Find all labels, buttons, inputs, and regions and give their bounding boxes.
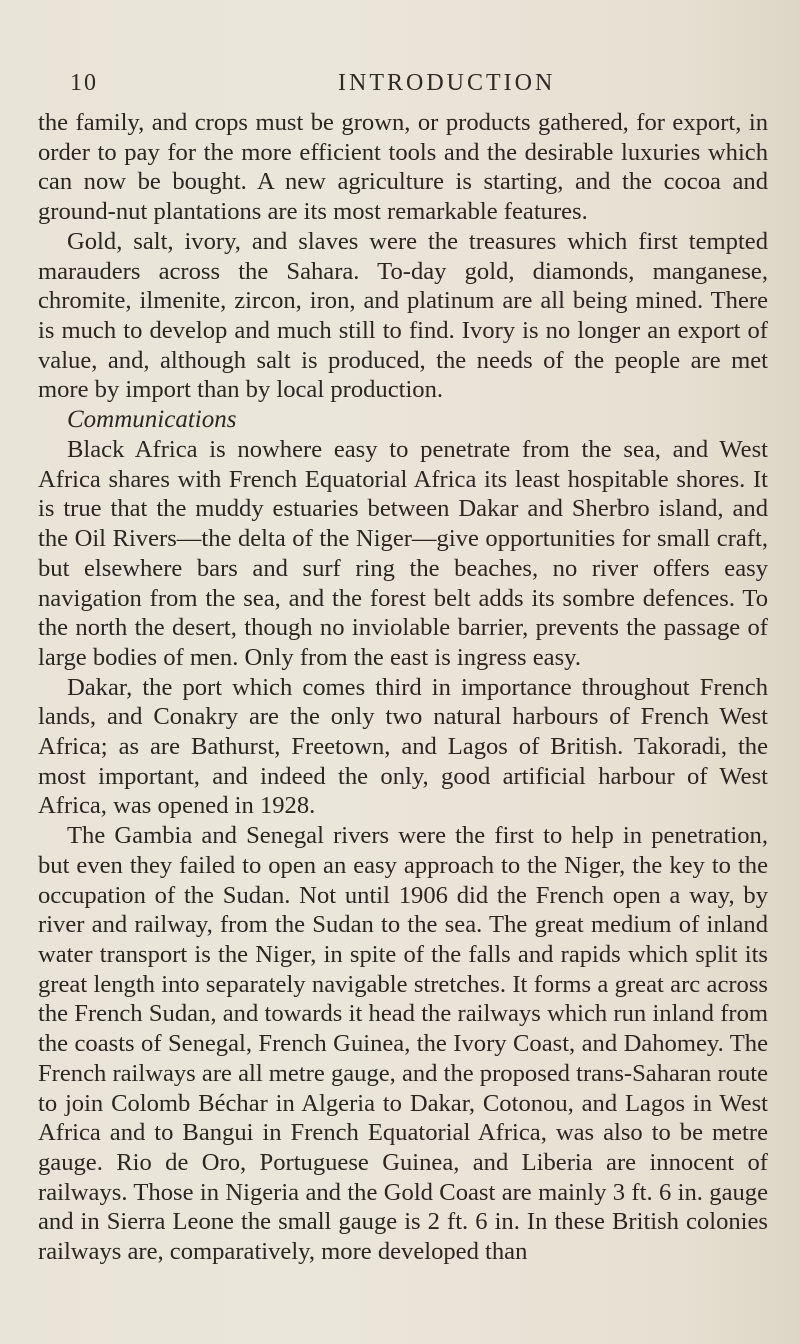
- paragraph: Dakar, the port which comes third in importance throughout French lands, and Conakry are the only two natural harbours of French West Africa; as are Bathurst, Freetown, and Lagos of British. Takoradi, the most important, and indeed the only, good artificial harbour of West Africa, was opened in 1928.: [38, 673, 768, 820]
- running-head: INTRODUCTION: [338, 70, 556, 96]
- page-number: 10: [70, 70, 98, 96]
- paragraph: Black Africa is nowhere easy to penetrate from the sea, and West Africa shares with French Equatorial Africa its least hospitable shores. It is true that the muddy estuaries between Dakar and Sherbro island, and the Oil Rivers—the delta of the Niger—give opportunities for small craft, but elsewhere bars and surf ring the beaches, no river offers easy navigation from the sea, and the forest belt adds its sombre defences. To the north the desert, though no inviolable barrier, prevents the passage of large bodies of men. Only from the east is ingress easy.: [38, 436, 768, 671]
- paragraph: the family, and crops must be grown, or products gathered, for export, in order to pay for the more efficient tools and the desirable luxuries which can now be bought. A new agriculture is starting, and the cocoa and ground-nut plantations are its most remarkable features.: [38, 109, 768, 226]
- section-heading: Communications: [67, 406, 237, 434]
- paragraph: Gold, salt, ivory, and slaves were the treasures which first tempted marauders across the Sahara. To-day gold, diamonds, manganese, chromite, ilmenite, zircon, iron, and platinum are all being mined. There is much to develop and much still to find. Ivory is no longer an export of value, and, although salt is produced, the needs of the people are met more by import than by local production.: [38, 227, 768, 404]
- paragraph: The Gambia and Senegal rivers were the first to help in penetration, but even they failed to open an easy approach to the Niger, the key to the occupation of the Sudan. Not until 1906 did the French open a way, by river and railway, from the Sudan to the sea. The great medium of inland water transport is the Niger, in spite of the falls and rapids which split its great length into separately navigable stretches. It forms a great arc across the French Sudan, and towards it head the railways which run inland from the coasts of Senegal, French Guinea, the Ivory Coast, and Dahomey. The French railways are all metre gauge, and the proposed trans-Saharan route to join Colomb Béchar in Algeria to Dakar, Cotonou, and Lagos in West Africa and to Bangui in French Equatorial Africa, was also to be metre gauge. Rio de Oro, Portuguese Guinea, and Liberia are innocent of railways. Those in Nigeria and the Gold Coast are mainly 3 ft. 6 in. gauge and in Sierra Leone the small gauge is 2 ft. 6 in. In these British colonies railways are, comparatively, more developed than: [38, 822, 769, 1266]
- page-header: [70, 70, 770, 104]
- body-text: [38, 108, 768, 1267]
